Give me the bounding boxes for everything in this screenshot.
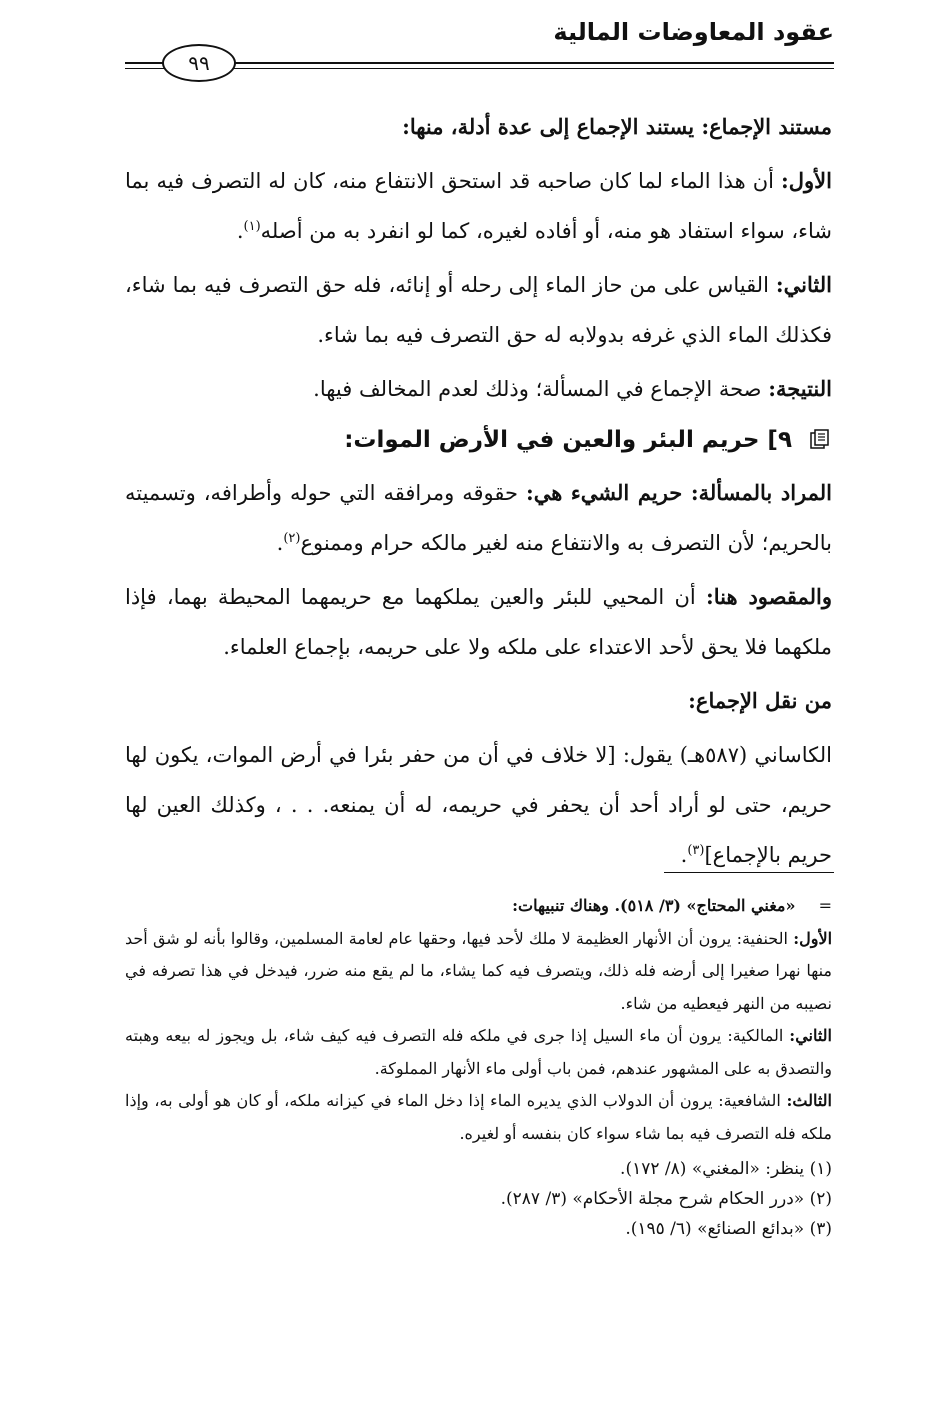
fn-first-text: الحنفية: يرون أن الأنهار العظيمة لا ملك لأحد فيها، وحقها عام لعامة المسلمين، وقالوا بأنه لو شق أحد منها نهرا صغيرا إلى أرضه فله ذلك، ويتصرف فيه كما يشاء، ما لم يقع منه ضرر، فيدخل في هذا تصرفه في نصيبه من النهر فيعطيه من شاء. — [125, 928, 832, 1013]
footnote-2: (٢) «درر الحكام شرح مجلة الأحكام» (٣/ ٢٨٧). — [500, 1189, 832, 1209]
footnote-1: (١) ينظر: «المغني» (٨/ ١٧٢). — [620, 1159, 832, 1179]
paragraph-result — [125, 364, 832, 414]
paragraph-meaning: المراد بالمسألة: حريم الشيء هي: حقوقه ومرافقه التي حوله وأطرافه، وتسميته بالحريم؛ لأن التصرف به والانتفاع منه لغير مالكه حرام وممنوع$^{(٢)}$. — [125, 480, 832, 555]
running-title: عقود المعاوضات المالية — [553, 18, 834, 46]
paragraph-kasani: الكاساني (٥٨٧هـ) يقول: [لا خلاف في أن من حفر بئرا في أرض الموات، يكون لها حريم، حتى لو أراد أحد أن يحفر في حريمه، له أن يمنعه. . . ، وكذلك العين لها حريم بالإجماع]$^{(٣)}$. — [125, 743, 832, 867]
footnote-3: (٣) «بدائع الصنائع» (٦/ ١٩٥). — [625, 1219, 832, 1239]
section-heading — [125, 418, 832, 462]
transmit-heading: من نقل الإجماع: — [688, 688, 832, 713]
footnote-first-note — [125, 923, 832, 1021]
fn-third-text: الشافعية: يرون أن الدولاب الذي يديره الماء إذا دخل الماء في كيزانه ملكه، أو كان هو أولى به، وإذا ملكه فله التصرف فيه بما شاء سواء كان بنفسه أو لغيره. — [125, 1091, 832, 1143]
first-label: الأول: — [781, 168, 832, 193]
result-text: صحة الإجماع في المسألة؛ وذلك لعدم المخالف فيها. — [313, 377, 762, 401]
meaning-text: حقوقه ومرافقه التي حوله وأطرافه، وتسميته بالحريم؛ لأن التصرف به والانتفاع منه لغير مالكه حرام وممنوع — [125, 481, 832, 555]
numbered-footnotes — [125, 1154, 832, 1244]
kasani-quote: الكاساني (٥٨٧هـ) يقول: [لا خلاف في أن من حفر بئرا في أرض الموات، يكون لها حريم، حتى لو أراد أحد أن يحفر في حريمه، له أن يمنعه. . . ، وكذلك العين لها حريم بالإجماع] — [125, 743, 832, 867]
footnote-ref-1[interactable]: (١) — [243, 219, 261, 234]
intent-label: والمقصود هنا: — [706, 584, 832, 609]
first-text: أن هذا الماء لما كان صاحبه قد استحق الانتفاع منه، كان له التصرف فيه بما شاء، سواء استفاد هو منه، أو أفاده لغيره، كما لو انفرد به من أصله — [125, 169, 832, 243]
fn-third-label: الثالث: — [786, 1091, 832, 1110]
footnote-third-note — [125, 1085, 832, 1150]
continuation-text: «مغني المحتاج» (٣/ ٥١٨). وهناك تنبيهات: — [512, 896, 796, 915]
intent-text: أن المحيي للبئر والعين يملكهما مع حريمهما المحيطة بهما، فإذا ملكهما فلا يحق لأحد الاعتداء على ملكه ولا على حريمه، بإجماع العلماء. — [125, 585, 832, 659]
paragraph-mustanad — [125, 102, 832, 152]
footnotes — [125, 890, 832, 1244]
fn-first-label: الأول: — [793, 928, 833, 948]
documents-icon — [810, 428, 832, 450]
fn-second-label: الثاني: — [789, 1026, 832, 1045]
footnote-ref-2[interactable]: (٢) — [283, 531, 301, 546]
fn-second-text: المالكية: يرون أن ماء السيل إذا جرى في ملكه فله التصرف فيه كيف شاء، بل ويجوز له بيعه وهبته والتصدق به على المشهور عندهم، فمن باب أولى ماء الأنهار المملوكة. — [125, 1026, 832, 1078]
paragraph-first: الأول: أن هذا الماء لما كان صاحبه قد استحق الانتفاع منه، كان له التصرف فيه بما شاء، سواء استفاد هو منه، أو أفاده لغيره، كما لو انفرد به من أصله$^{(١)}$. — [125, 168, 832, 243]
main-text — [125, 102, 832, 884]
paragraph-intent — [125, 572, 832, 672]
meaning-label: المراد بالمسألة: حريم الشيء هي: — [525, 480, 832, 505]
footnote-separator — [664, 872, 834, 873]
result-label: النتيجة: — [768, 376, 832, 401]
mustanad-heading: مستند الإجماع: يستند الإجماع إلى عدة أدلة، منها: — [402, 114, 832, 139]
continuation-mark: = — [818, 896, 832, 915]
footnote-second-note — [125, 1020, 832, 1085]
second-label: الثاني: — [775, 272, 832, 297]
footnote-continuation — [125, 890, 832, 923]
section-number: ٩] — [767, 427, 792, 453]
paragraph-transmit-heading — [125, 676, 832, 726]
second-text: القياس على من حاز الماء إلى رحله أو إنائه، فله حق التصرف فيه بما شاء، فكذلك الماء الذي غرفه بدولابه له حق التصرف فيه بما شاء. — [125, 273, 832, 347]
section-title: حريم البئر والعين في الأرض الموات: — [344, 427, 760, 453]
page-number: ٩٩ — [188, 51, 210, 75]
paragraph-second — [125, 260, 832, 360]
footnote-ref-3[interactable]: (٣) — [687, 843, 705, 858]
page-number-oval — [162, 44, 236, 82]
